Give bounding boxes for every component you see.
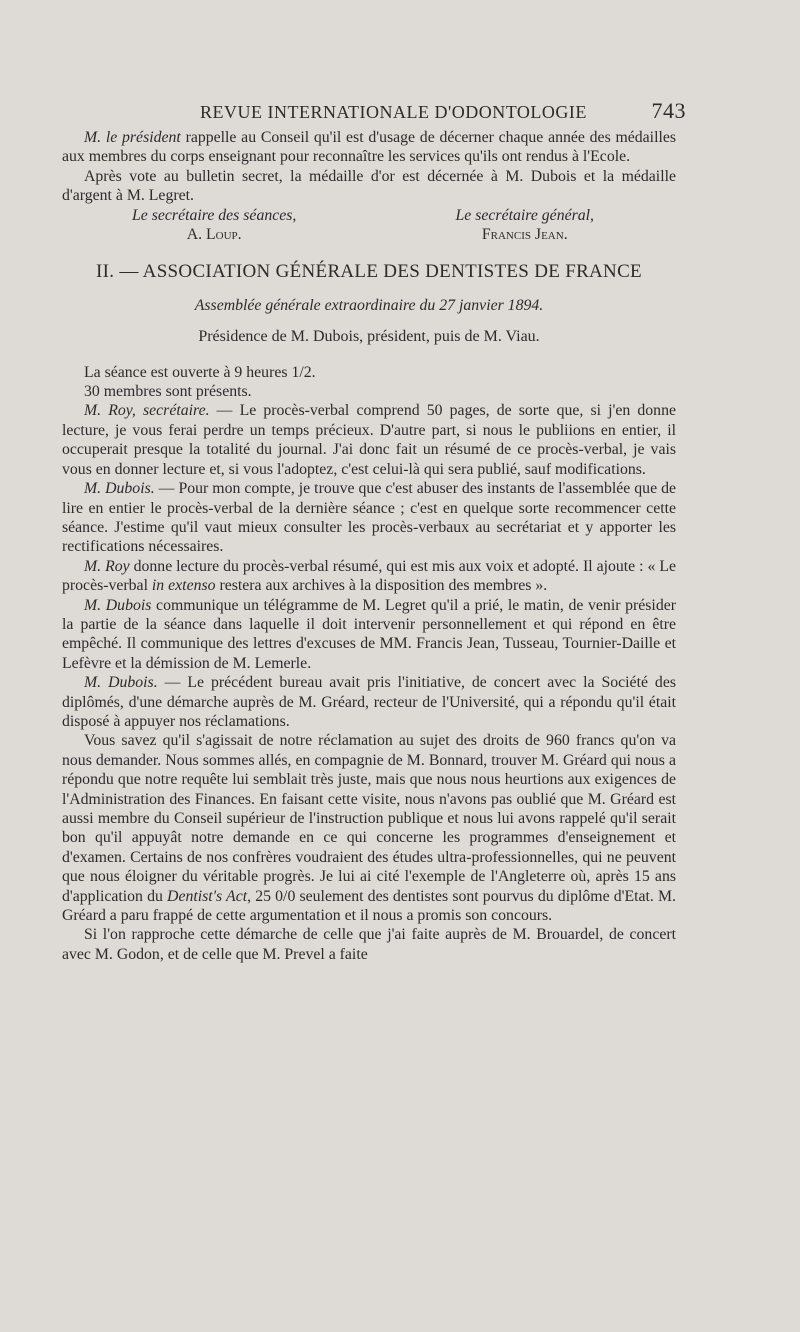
presidence-line: Présidence de M. Dubois, président, puis de M. Viau.	[198, 328, 540, 346]
running-title: REVUE INTERNATIONALE D'ODONTOLOGIE	[200, 102, 587, 122]
signature-block	[62, 206, 676, 245]
page-number: 743	[651, 98, 686, 123]
body-text	[62, 128, 676, 964]
signature-left-name: A. Loup.	[186, 226, 242, 244]
speaker-name: M. Dubois.	[84, 674, 158, 692]
speaker-name: M. Dubois	[84, 596, 152, 614]
speaker-name: M. le président	[84, 129, 181, 146]
signature-left-title: Le secrétaire des séances,	[132, 206, 297, 224]
paragraph-medals: M. le président rappelle au Conseil qu'il est d'usage de décerner chaque année des médailles aux membres du corps enseignant pour reconnaître les services qu'ils ont rendus à l'Ecole.	[62, 129, 677, 166]
signature-right	[456, 206, 594, 245]
signature-right-name: Francis Jean.	[481, 226, 568, 244]
section-subtitle: Assemblée générale extraordinaire du 27 janvier 1894.	[194, 296, 544, 314]
speaker-name: M. Roy	[84, 557, 130, 575]
paragraph-dubois-telegram: M. Dubois communique un télégramme de M. Legret qu'il a prié, le matin, de venir présider la partie de la séance dans laquelle il doit intervenir personnellement et qui répond en être empêché. Il communique des lettres d'excuses de MM. Francis Jean, Tusseau, Tournier-Daille et Lefèvre et la démission de M. Lemerle.	[62, 596, 676, 672]
signature-right-title: Le secrétaire général,	[455, 206, 594, 224]
speaker-name: M. Roy, secrétaire.	[84, 402, 210, 420]
section-title: II. — ASSOCIATION GÉNÉRALE DES DENTISTES DE FRANCE	[96, 261, 642, 283]
paragraph-dubois-reply: M. Dubois. — Pour mon compte, je trouve que c'est abuser des instants de l'assemblée que de lire en entier le procès-verbal de la dernière séance ; c'est en quelque sorte recommencer cette séance. J'estime qu'il vaut mieux consulter les procès-verbaux au secrétariat et y apporter les rectifications nécessaires.	[62, 480, 676, 556]
paragraph-opening: La séance est ouverte à 9 heures 1/2.	[84, 363, 316, 381]
paragraph-vote: Après vote au bulletin secret, la médaille d'or est décernée à M. Dubois et la médaille d'argent à M. Legret.	[62, 167, 676, 205]
paragraph-roy-reading: M. Roy donne lecture du procès-verbal résumé, qui est mis aux voix et adopté. Il ajoute : « Le procès-verbal in extenso restera aux archives à la disposition des membres ».	[62, 557, 676, 595]
paragraph-fees: Vous savez qu'il s'agissait de notre réclamation au sujet des droits de 960 francs qu'on va nous demander. Nous sommes allés, en compagnie de M. Bonnard, trouver M. Gréard qui nous a répondu que notre requête lui semblait très juste, mais que nous nous heurtions aux exigences de l'Administration des Finances. En faisant cette visite, nous n'avons pas oublié que M. Gréard est aussi membre du Conseil supérieur de l'instruction publique et nous lui avons rappelé qu'il serait bon qu'il appuyât notre demande en ce qui concerne les programmes d'enseignement et d'examen. Certains de nos confrères voudraient des études ultra-professionnelles, qui ne peuvent que nous éloigner du véritable progrès. Je lui ai cité l'exemple de l'Angleterre où, après 15 ans d'application du Dentist's Act, 25 0/0 seulement des dentistes sont pourvus du diplôme d'Etat. M. Gréard a paru frappé de cette argumentation et il nous a promis son concours.	[62, 732, 677, 925]
signature-left	[132, 206, 296, 245]
page-header	[60, 98, 686, 128]
paragraph-attendance: 30 membres sont présents.	[84, 383, 252, 401]
paragraph-roy-minutes: M. Roy, secrétaire. — Le procès-verbal comprend 50 pages, de sorte que, si j'en donne lecture, je vous ferai perdre un temps précieux. D'autre part, si nous le publiions en entier, il occuperait presque la totalité du journal. J'ai donc fait un résumé de ce procès-verbal, je vais vous en donner lecture et, si vous l'adoptez, c'est celui-là qui sera publié, sauf modifications.	[62, 402, 676, 478]
paragraph-brouardel: Si l'on rapproche cette démarche de celle que j'ai faite auprès de M. Brouardel, de concert avec M. Godon, et de celle que M. Prevel a faite	[62, 926, 676, 963]
paragraph-dubois-bureau: M. Dubois. — Le précédent bureau avait pris l'initiative, de concert avec la Société des diplômés, d'une démarche auprès de M. Gréard, recteur de l'Université, qui a répondu qu'il était disposé à appuyer nos réclamations.	[62, 674, 676, 730]
speaker-name: M. Dubois.	[84, 480, 155, 498]
